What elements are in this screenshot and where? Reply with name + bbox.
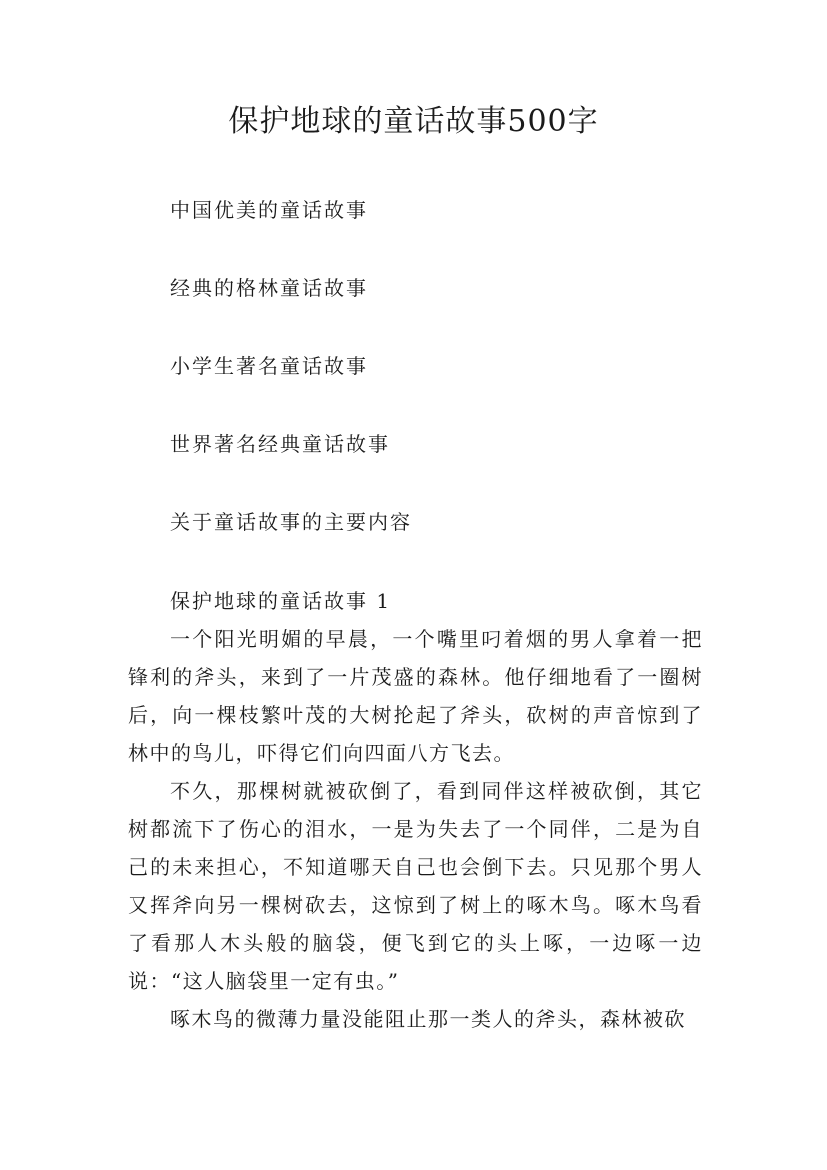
related-link-item[interactable]: 小学生著名童话故事	[170, 354, 368, 378]
document-title: 保护地球的童话故事500字	[228, 104, 599, 139]
story-paragraph: 啄木鸟的微薄力量没能阻止那一类人的斧头，森林被砍	[170, 1007, 686, 1031]
related-link-item[interactable]: 世界著名经典童话故事	[170, 432, 390, 456]
story-paragraph: 一个阳光明媚的早晨，一个嘴里叼着烟的男人拿着一把锋利的斧头，来到了一片茂盛的森林。他仔细地看了一圈树后，向一棵枝繁叶茂的大树抡起了斧头，砍树的声音惊到了林中的鸟儿，吓得它们向四面八方飞去。	[128, 627, 703, 765]
story-paragraph: 不久，那棵树就被砍倒了，看到同伴这样被砍倒，其它树都流下了伤心的泪水，一是为失去了一个同伴，二是为自己的未来担心，不知道哪天自己也会倒下去。只见那个男人又挥斧向另一棵树砍去，这惊到了树上的啄木鸟。啄木鸟看了看那人木头般的脑袋，便飞到它的头上啄，一边啄一边说：“这人脑袋里一定有虫。”	[128, 779, 703, 993]
related-links-list	[170, 192, 412, 582]
story-section	[128, 582, 703, 1038]
related-link-item[interactable]: 关于童话故事的主要内容	[170, 510, 412, 534]
related-link-item[interactable]: 中国优美的童话故事	[170, 198, 368, 222]
related-link-item[interactable]: 经典的格林童话故事	[170, 276, 368, 300]
story-heading: 保护地球的童话故事 1	[170, 589, 392, 613]
